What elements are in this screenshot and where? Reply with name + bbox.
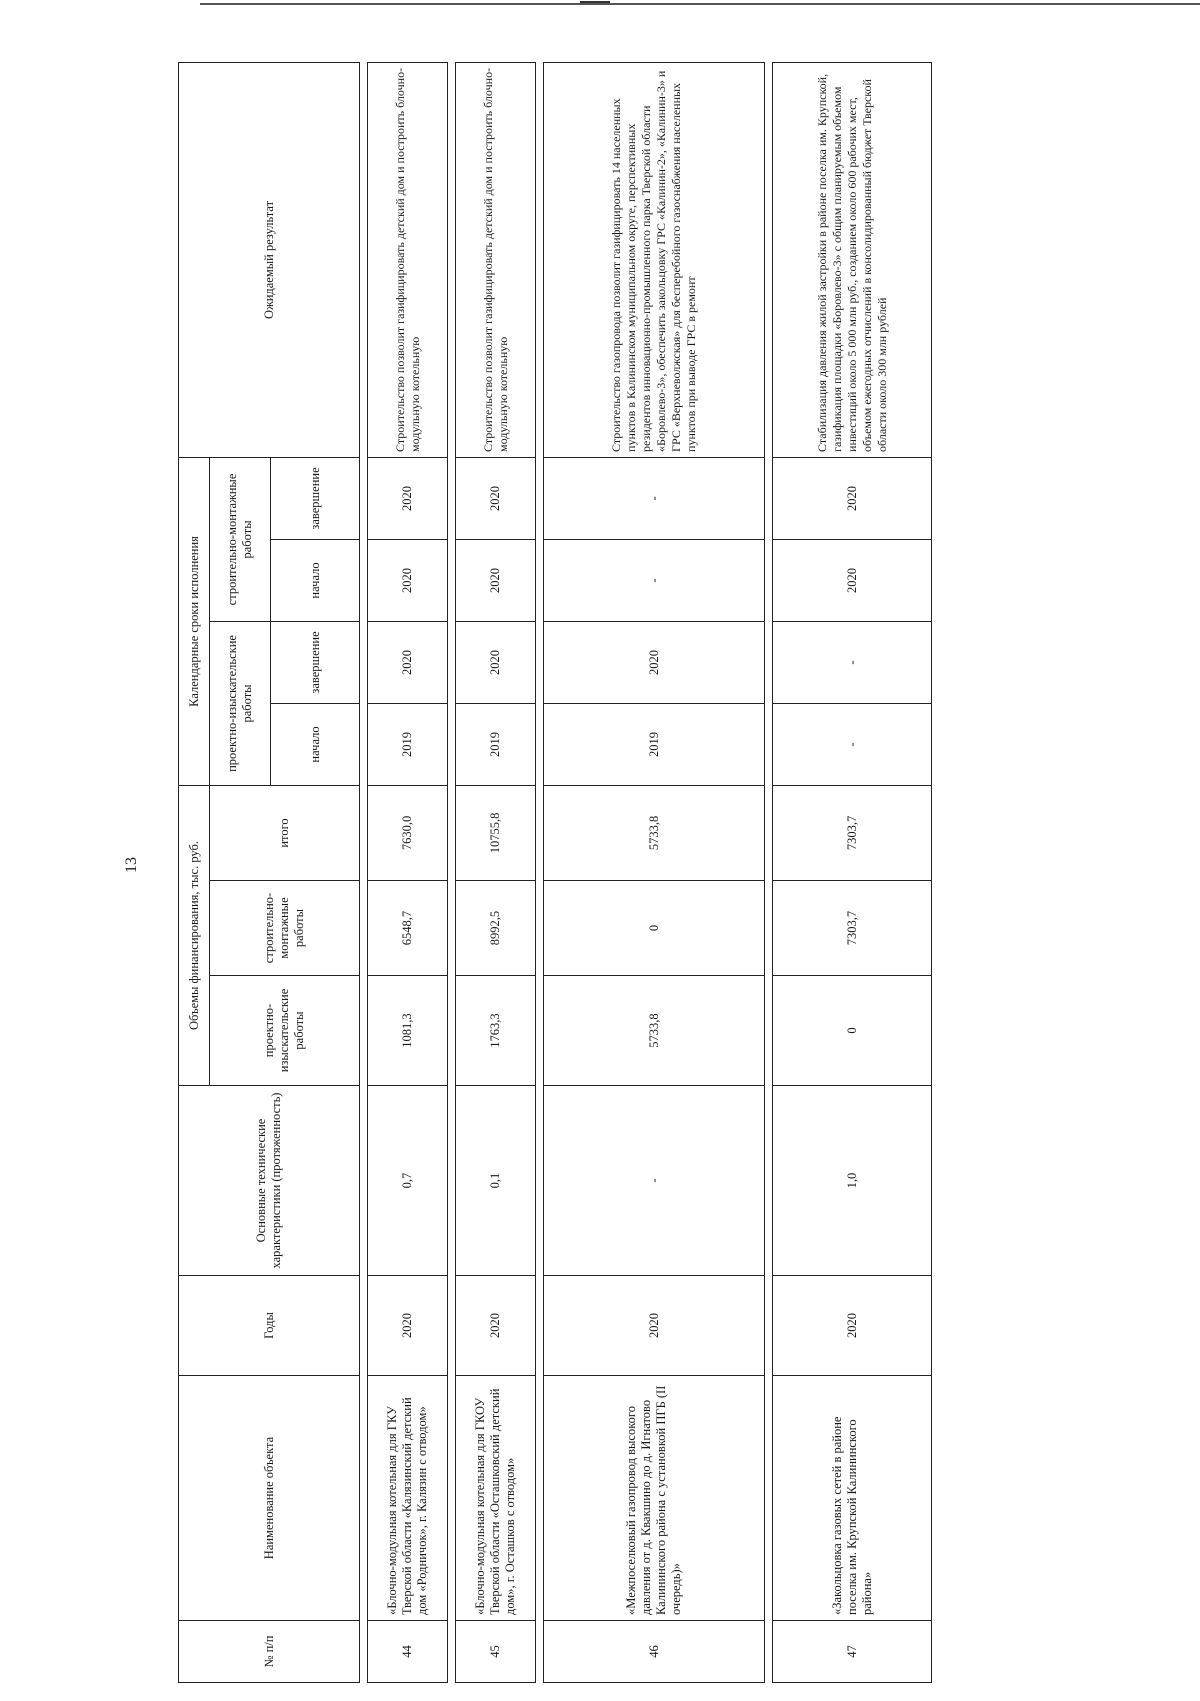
row-name: «Закольцовка газовых сетей в районе поселка им. Крупской Калининского района» [773, 1376, 932, 1621]
header-result: Ожидаемый результат [179, 62, 360, 457]
table-gap [765, 62, 773, 1682]
header-name: Наименование объекта [179, 1376, 360, 1621]
row-name: «Блочно-модульная котельная для ГКОУ Тверской области «Осташковский детский дом», г. Осташков с отводом» [456, 1376, 536, 1621]
header-years: Годы [179, 1276, 360, 1376]
row-constr-end: 2020 [368, 457, 448, 539]
row-design-end: 2020 [368, 621, 448, 703]
table-gap [536, 62, 544, 1682]
table-row [456, 62, 536, 1682]
row-fin-construction: 0 [544, 881, 765, 976]
row-design-end: 2020 [456, 621, 536, 703]
row-fin-design: 1763,3 [456, 976, 536, 1086]
row-design-start: 2019 [456, 703, 536, 785]
header-fin-design: проектно-изыскательские работы [210, 976, 360, 1086]
header-fin-construction: строительно-монтажные работы [210, 881, 360, 976]
scan-top-line [200, 3, 1200, 5]
row-fin-total: 7303,7 [773, 785, 932, 880]
table-gap [448, 62, 456, 1682]
header-constr-start: начало [271, 539, 360, 621]
header-num: № п/п [179, 1621, 360, 1683]
header-design-end: завершение [271, 621, 360, 703]
row-fin-total: 7630,0 [368, 785, 448, 880]
rotated-page [178, 63, 1200, 1683]
header-finance-group: Объемы финансирования, тыс. руб. [179, 785, 210, 1085]
row-fin-design: 5733,8 [544, 976, 765, 1086]
row-name: «Блочно-модульная котельная для ГКУ Тверской области «Калязинский детский дом «Родничок», г. Калязин с отводом» [368, 1376, 448, 1621]
row-specs: 0,1 [456, 1086, 536, 1276]
header-sched-design: проектно-изыскательские работы [210, 621, 271, 785]
row-fin-total: 10755,8 [456, 785, 536, 880]
row-constr-start: 2020 [456, 539, 536, 621]
header-constr-end: завершение [271, 457, 360, 539]
header-sched-construction: строительно-монтажные работы [210, 457, 271, 621]
row-fin-construction: 8992,5 [456, 881, 536, 976]
scan-top-mark [580, 1, 610, 3]
row-years: 2020 [544, 1276, 765, 1376]
row-fin-design: 1081,3 [368, 976, 448, 1086]
row-specs: 0,7 [368, 1086, 448, 1276]
page-number: 13 [123, 857, 140, 873]
row-years: 2020 [773, 1276, 932, 1376]
row-specs: - [544, 1086, 765, 1276]
row-fin-construction: 7303,7 [773, 881, 932, 976]
row-result: Строительство позволит газифицировать детский дом и построить блочно-модульную котельную [368, 62, 448, 457]
header-specs: Основные технические характеристики (протяженность) [179, 1086, 360, 1276]
row-fin-total: 5733,8 [544, 785, 765, 880]
table-gap [360, 62, 368, 1682]
table-row [368, 62, 448, 1682]
row-num: 44 [368, 1621, 448, 1683]
row-design-start: - [773, 703, 932, 785]
header-fin-total: итого [210, 785, 360, 880]
row-constr-start: 2020 [368, 539, 448, 621]
program-table [178, 62, 932, 1683]
header-schedule-group: Календарные сроки исполнения [179, 457, 210, 785]
header-design-start: начало [271, 703, 360, 785]
row-specs: 1,0 [773, 1086, 932, 1276]
row-result: Строительство позволит газифицировать детский дом и построить блочно-модульную котельную [456, 62, 536, 457]
row-constr-start: - [544, 539, 765, 621]
row-constr-end: 2020 [456, 457, 536, 539]
row-num: 46 [544, 1621, 765, 1683]
row-design-end: 2020 [544, 621, 765, 703]
row-constr-start: 2020 [773, 539, 932, 621]
row-name: «Межпоселковый газопровод высокого давления от д. Квакшино до д. Игнатово Калининского района с установкой ПГБ (II очередь)» [544, 1376, 765, 1621]
row-num: 47 [773, 1621, 932, 1683]
row-constr-end: 2020 [773, 457, 932, 539]
row-result: Строительство газопровода позволит газифицировать 14 населенных пунктов в Калининском муниципальном округе, перспективных резидентов инновационно-промышленного парка Тверской области «Боровлево-3», обеспечить закольцовку ГРС «Калинин-2», «Калинин-3» и ГРС «Верхневолжская» для бесперебойного газоснабжения населенных пунктов при выводе ГРС в ремонт [544, 62, 765, 457]
row-fin-construction: 6548,7 [368, 881, 448, 976]
table-row [773, 62, 932, 1682]
row-num: 45 [456, 1621, 536, 1683]
row-result: Стабилизация давления жилой застройки в районе поселка им. Крупской, газификация площадки «Боровлево-3» с общим планируемым объемом инвестиций около 5 000 млн руб., созданием около 600 рабочих мест, объемом ежегодных отчислений в консолидированный бюджет Тверской области около 300 млн рублей [773, 62, 932, 457]
row-fin-design: 0 [773, 976, 932, 1086]
table-row [544, 62, 765, 1682]
row-years: 2020 [368, 1276, 448, 1376]
row-design-start: 2019 [544, 703, 765, 785]
row-constr-end: - [544, 457, 765, 539]
row-design-end: - [773, 621, 932, 703]
row-design-start: 2019 [368, 703, 448, 785]
row-years: 2020 [456, 1276, 536, 1376]
